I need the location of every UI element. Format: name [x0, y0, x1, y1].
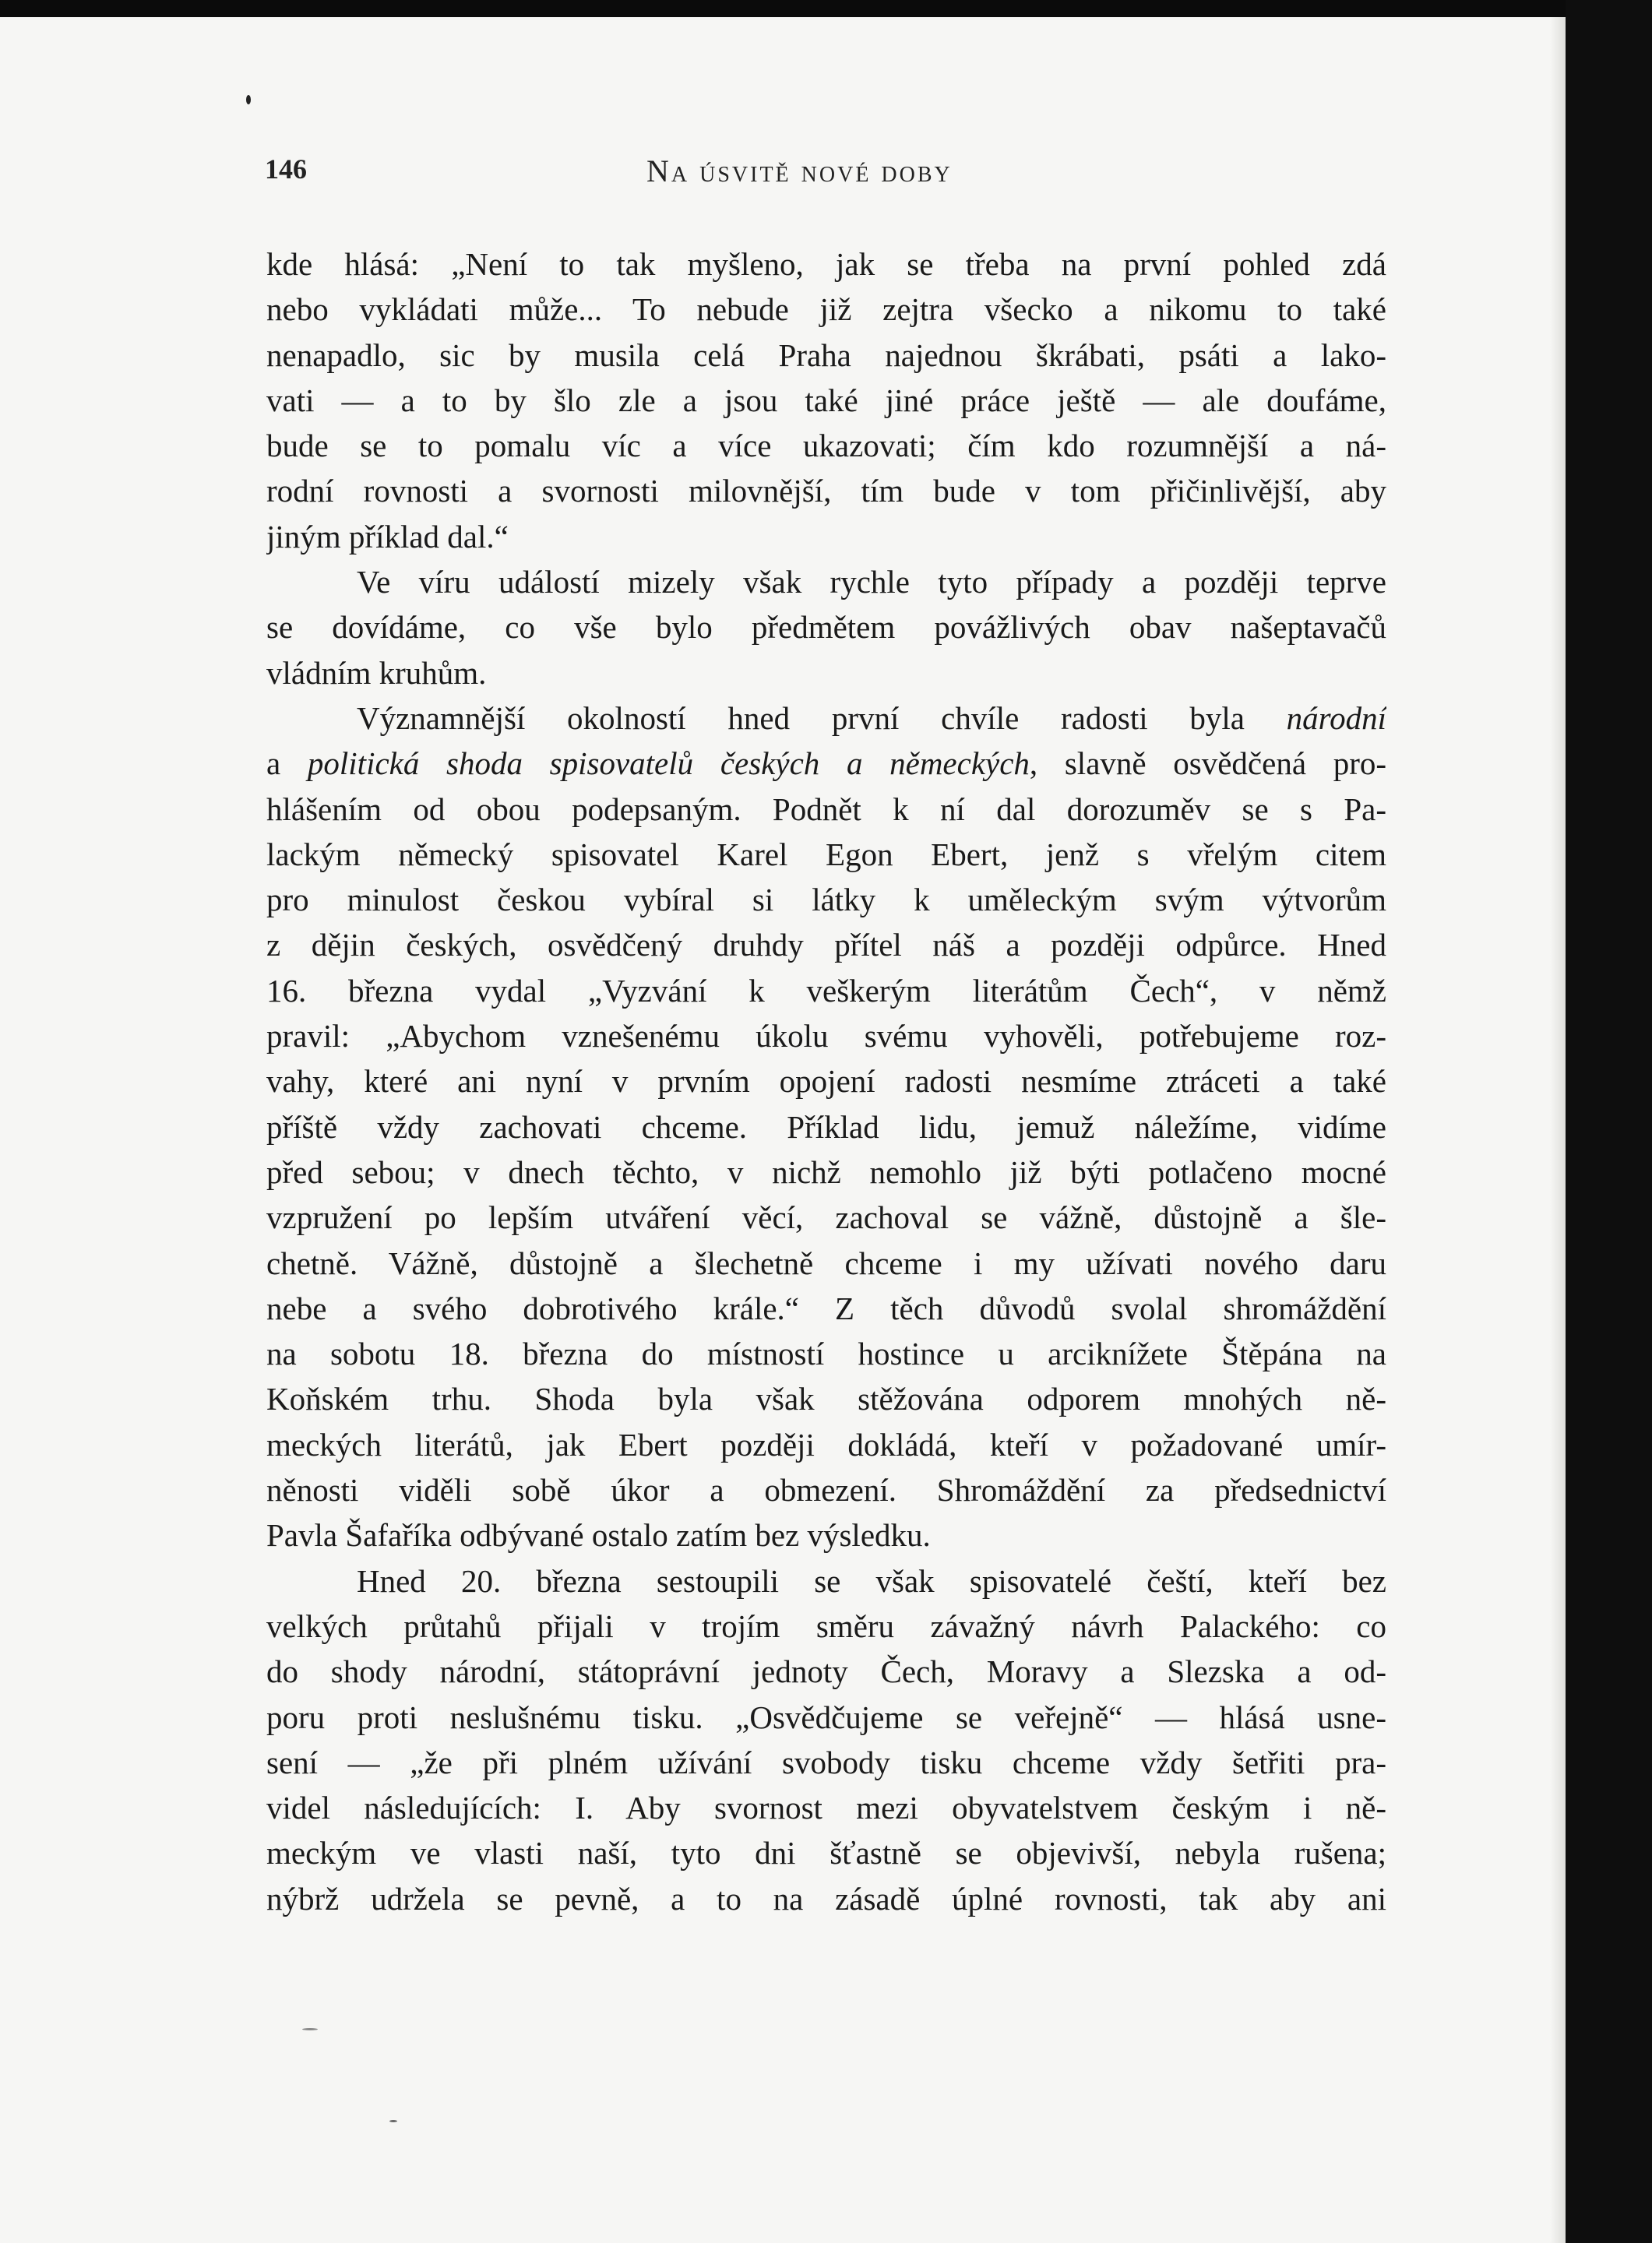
- text-line: příště vždy zachovati chceme. Příklad lidu, jemuž náležíme, vidíme: [266, 1108, 1386, 1145]
- italic-run: politická shoda spisovatelů českých a německých: [307, 745, 1030, 782]
- text-line: hlášením od obou podepsaným. Podnět k ní dal dorozuměv se s Pa-: [266, 791, 1386, 827]
- text-line: vahy, které ani nyní v prvním opojení radosti nesmíme ztráceti a také: [266, 1063, 1386, 1100]
- text-line: na sobotu 18. března do místností hostince u arciknížete Štěpána na: [266, 1336, 1386, 1372]
- running-title: Na úsvitě nové doby: [646, 153, 953, 188]
- text-line-mixed: [266, 741, 1386, 786]
- text-run: Významnější okolností hned první chvíle radosti byla: [357, 699, 1287, 736]
- text-line: velkých průtahů přijali v trojím směru závažný návrh Palackého: co: [266, 1607, 1386, 1644]
- text-run: a: [266, 745, 308, 782]
- scan-speck: [302, 2028, 318, 2030]
- text-line: pro minulost českou vybíral si látky k uměleckým svým výtvorům: [266, 882, 1386, 918]
- scan-border-right: [1566, 0, 1652, 2243]
- text-line: pravil: „Abychom vznešenému úkolu svému vyhověli, potřebujeme roz-: [266, 1018, 1386, 1055]
- text-line: vzpružení po lepším utváření věcí, zachoval se vážně, důstojně a šle-: [266, 1199, 1386, 1236]
- text-line: vati — a to by šlo zle a jsou také jiné práce ještě — ale doufáme,: [266, 382, 1386, 418]
- text-line: 16. března vydal „Vyzvání k veškerým literátům Čech“, v němž: [266, 972, 1386, 1009]
- text-line: Pavla Šafaříka odbývané ostalo zatím bez výsledku.: [266, 1517, 931, 1554]
- body-text: [266, 241, 1386, 1921]
- text-line: do shody národní, státoprávní jednoty Čech, Moravy a Slezska a od-: [266, 1653, 1386, 1690]
- text-line: Hned 20. března sestoupili se však spisovatelé čeští, kteří bez: [357, 1562, 1386, 1599]
- text-line-mixed: [266, 695, 1386, 741]
- scan-speck: [389, 2120, 397, 2122]
- text-line: poru proti neslušnému tisku. „Osvědčujeme se veřejně“ — hlásá usne-: [266, 1699, 1386, 1735]
- text-line: nenapadlo, sic by musila celá Praha najednou škrábati, psáti a lako-: [266, 336, 1386, 373]
- text-line: Ve víru událostí mizely však rychle tyto případy a později teprve: [357, 564, 1386, 600]
- page-header: [265, 146, 1386, 193]
- text-line: bude se to pomalu víc a více ukazovati; čím kdo rozumnější a ná-: [266, 428, 1386, 464]
- scan-border-top: [0, 0, 1652, 19]
- text-line: před sebou; v dnech těchto, v nichž nemohlo již býti potlačeno mocné: [266, 1153, 1386, 1190]
- text-line: nebo vykládati může... To nebude již zejtra všecko a nikomu to také: [266, 291, 1386, 328]
- text-line: lackým německý spisovatel Karel Egon Ebert, jenž s vřelým citem: [266, 836, 1386, 872]
- text-line: meckým ve vlasti naší, tyto dni šťastně se objevivší, nebyla rušena;: [266, 1835, 1386, 1872]
- text-line: vládním kruhům.: [266, 654, 487, 691]
- page-number: 146: [265, 153, 307, 185]
- text-line: Koňském trhu. Shoda byla však stěžována odporem mnohých ně-: [266, 1381, 1386, 1417]
- text-line: kde hlásá: „Není to tak myšleno, jak se třeba na první pohled zdá: [266, 246, 1386, 282]
- scan-speck: [246, 95, 251, 104]
- page-edge-shadow: [1550, 17, 1567, 2243]
- text-line: rodní rovnosti a svornosti milovnější, tím bude v tom přičinlivější, aby: [266, 473, 1386, 509]
- text-line: se dovídáme, co vše bylo předmětem povážlivých obav našeptavačů: [266, 609, 1386, 646]
- text-line: nebe a svého dobrotivého krále.“ Z těch důvodů svolal shromáždění: [266, 1290, 1386, 1326]
- text-line: něnosti viděli sobě úkor a obmezení. Shromáždění za předsednictví: [266, 1472, 1386, 1509]
- italic-run: národní: [1286, 699, 1386, 736]
- text-line: nýbrž udržela se pevně, a to na zásadě úplné rovnosti, tak aby ani: [266, 1880, 1386, 1917]
- text-line: z dějin českých, osvědčený druhdy přítel náš a později odpůrce. Hned: [266, 927, 1386, 963]
- text-line: meckých literátů, jak Ebert později dokládá, kteří v požadované umír-: [266, 1426, 1386, 1463]
- text-line: chetně. Vážně, důstojně a šlechetně chceme i my užívati nového daru: [266, 1245, 1386, 1281]
- text-line: videl následujících: I. Aby svornost mezi obyvatelstvem českým i ně-: [266, 1790, 1386, 1826]
- text-line: sení — „že při plném užívání svobody tisku chceme vždy šetřiti pra-: [266, 1744, 1386, 1780]
- text-line: jiným příklad dal.“: [266, 518, 509, 555]
- text-run: , slavně osvědčená pro-: [1029, 745, 1386, 782]
